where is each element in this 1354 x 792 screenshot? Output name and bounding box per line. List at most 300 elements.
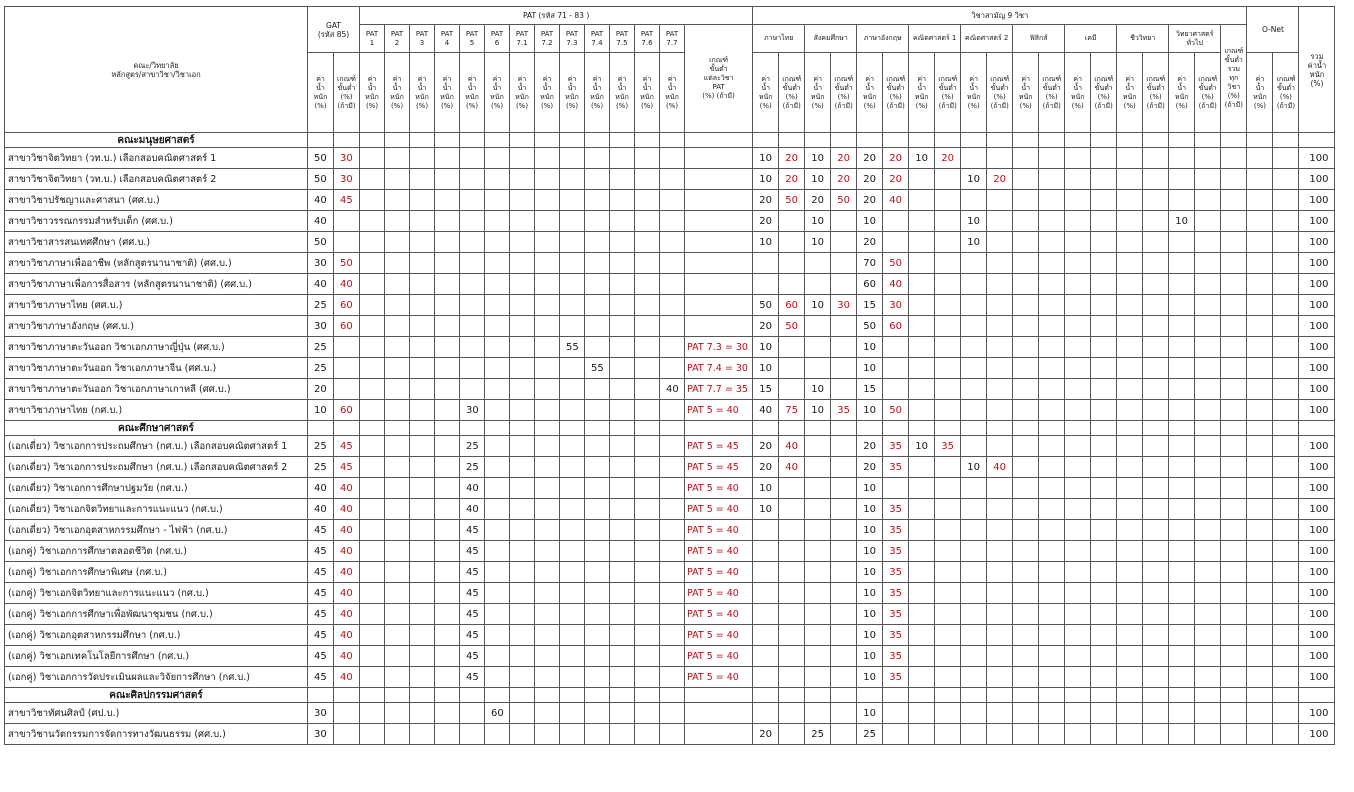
subject-weight: 10: [857, 337, 883, 358]
nine-min-header: เกณฑ์ ขั้นต่ำ (%) (ถ้ามี): [1039, 53, 1065, 133]
pat-subject-header: PAT 7.6: [635, 25, 660, 53]
subject-weight: 70: [857, 253, 883, 274]
subject-weight: 40: [753, 400, 779, 421]
subject-min: [987, 583, 1013, 604]
subject-weight: 10: [961, 232, 987, 253]
subject-weight: 15: [857, 295, 883, 316]
total-weight: 100: [1299, 562, 1335, 583]
pat-weight-header: ค่า น้ำ หนัก (%): [660, 53, 685, 133]
pat-weight-header: ค่า น้ำ หนัก (%): [410, 53, 435, 133]
empty-cell: [460, 421, 485, 436]
pat-weight: [535, 520, 560, 541]
subject-min: [935, 625, 961, 646]
subject-weight: [1013, 253, 1039, 274]
subject-weight: [1065, 604, 1091, 625]
pat-weight: [535, 169, 560, 190]
pat-weight: [410, 541, 435, 562]
subject-weight: [753, 253, 779, 274]
nine-weight-header: ค่า น้ำ หนัก (%): [1117, 53, 1143, 133]
total-weight: 100: [1299, 358, 1335, 379]
subject-weight: [909, 583, 935, 604]
subject-weight: [1169, 667, 1195, 688]
subject-min: [935, 541, 961, 562]
pat-weight: [510, 583, 535, 604]
pat-weight: [485, 379, 510, 400]
nine-subject-header: เคมี: [1065, 25, 1117, 53]
total-weight: 100: [1299, 667, 1335, 688]
nine-subject-header: สังคมศึกษา: [805, 25, 857, 53]
pat-weight: [410, 274, 435, 295]
table-row: [5, 604, 1335, 625]
pat-weight: [435, 253, 460, 274]
gat-min: 40: [334, 625, 360, 646]
nine-total-min: [1221, 583, 1247, 604]
subject-weight: [1169, 436, 1195, 457]
subject-min: [1039, 583, 1065, 604]
gat-weight: 40: [308, 211, 334, 232]
subject-weight: [1013, 148, 1039, 169]
pat-weight: [385, 583, 410, 604]
pat-weight: [635, 436, 660, 457]
pat-weight: [360, 520, 385, 541]
subject-min: [935, 562, 961, 583]
subject-weight: [1169, 604, 1195, 625]
subject-weight: [961, 604, 987, 625]
pat-weight: [410, 358, 435, 379]
table-row: [5, 520, 1335, 541]
subject-min: [1143, 274, 1169, 295]
subject-weight: 20: [857, 148, 883, 169]
gat-min: 30: [334, 148, 360, 169]
onet-weight-header: ค่า น้ำ หนัก (%): [1247, 53, 1273, 133]
subject-weight: 10: [1169, 211, 1195, 232]
program-name: สาขาวิชาปรัชญาและศาสนา (ศศ.บ.): [5, 190, 308, 211]
onet-min: [1273, 379, 1299, 400]
empty-cell: [1169, 421, 1195, 436]
empty-cell: [935, 421, 961, 436]
pat-weight: [585, 400, 610, 421]
subject-weight: [1013, 358, 1039, 379]
subject-weight: [1169, 520, 1195, 541]
onet-weight: [1247, 667, 1273, 688]
onet-min: [1273, 190, 1299, 211]
pat-weight: [410, 562, 435, 583]
subject-min: 20: [883, 169, 909, 190]
pat-weight: [610, 211, 635, 232]
pat-min: [685, 316, 753, 337]
empty-cell: [753, 688, 779, 703]
subject-min: [831, 724, 857, 745]
empty-cell: [1013, 688, 1039, 703]
subject-weight: [805, 604, 831, 625]
pat-min: PAT 5 = 40: [685, 625, 753, 646]
onet-weight: [1247, 316, 1273, 337]
empty-cell: [360, 688, 385, 703]
table-row: [5, 667, 1335, 688]
subject-min: [831, 667, 857, 688]
pat-weight: [635, 499, 660, 520]
nine-total-min: [1221, 667, 1247, 688]
gat-weight: 50: [308, 148, 334, 169]
program-name: สาขาวิชาภาษาตะวันออก วิชาเอกภาษาเกาหลี (ศศ.บ.): [5, 379, 308, 400]
onet-weight: [1247, 436, 1273, 457]
nine-total-min: [1221, 703, 1247, 724]
gat-min: 40: [334, 541, 360, 562]
subject-weight: 10: [857, 583, 883, 604]
section-title: คณะศึกษาศาสตร์: [5, 421, 308, 436]
subject-weight: [1117, 436, 1143, 457]
pat-min: [685, 295, 753, 316]
pat-weight: [410, 625, 435, 646]
subject-min: [1195, 562, 1221, 583]
subject-weight: [753, 520, 779, 541]
empty-cell: [560, 688, 585, 703]
table-row: [5, 337, 1335, 358]
subject-min: [1039, 646, 1065, 667]
subject-min: 35: [883, 499, 909, 520]
pat-weight: [585, 562, 610, 583]
subject-min: 50: [779, 316, 805, 337]
subject-weight: 20: [805, 190, 831, 211]
subject-min: 20: [883, 148, 909, 169]
nine-subject-header: วิทยาศาสตร์ ทั่วไป: [1169, 25, 1221, 53]
pat-weight: [635, 148, 660, 169]
subject-min: [779, 724, 805, 745]
pat-weight: [510, 211, 535, 232]
subject-min: [987, 436, 1013, 457]
gat-min: 40: [334, 583, 360, 604]
subject-weight: [961, 358, 987, 379]
subject-min: [1143, 499, 1169, 520]
subject-weight: [1065, 478, 1091, 499]
pat-weight: [660, 583, 685, 604]
onet-weight: [1247, 148, 1273, 169]
pat-weight: [435, 274, 460, 295]
pat-weight: [435, 499, 460, 520]
subject-weight: [753, 541, 779, 562]
subject-min: 40: [987, 457, 1013, 478]
subject-weight: [1117, 562, 1143, 583]
onet-weight: [1247, 169, 1273, 190]
table-row: [5, 148, 1335, 169]
pat-weight: [435, 562, 460, 583]
pat-weight: [385, 295, 410, 316]
pat-weight: [560, 295, 585, 316]
subject-min: [1195, 400, 1221, 421]
pat-weight: [410, 724, 435, 745]
subject-min: [935, 274, 961, 295]
pat-min-header: เกณฑ์ ขั้นต่ำ แต่ละวิชา PAT (%) (ถ้ามี): [685, 25, 753, 133]
pat-weight: [385, 541, 410, 562]
subject-weight: [1169, 337, 1195, 358]
pat-weight: [385, 667, 410, 688]
total-weight: 100: [1299, 337, 1335, 358]
subject-weight: 60: [857, 274, 883, 295]
pat-min: PAT 5 = 40: [685, 400, 753, 421]
pat-weight: [610, 169, 635, 190]
onet-min: [1273, 274, 1299, 295]
empty-cell: [1065, 421, 1091, 436]
gat-min-header: เกณฑ์ ขั้นต่ำ (%) (ถ้ามี): [334, 53, 360, 133]
pat-weight: [635, 520, 660, 541]
subject-min: [1143, 358, 1169, 379]
pat-weight: [510, 457, 535, 478]
nine-total-min: [1221, 499, 1247, 520]
pat-weight: [635, 541, 660, 562]
empty-cell: [779, 421, 805, 436]
subject-min: [1195, 274, 1221, 295]
subject-min: [1143, 295, 1169, 316]
subject-min: [987, 541, 1013, 562]
table-row: [5, 583, 1335, 604]
subject-min: [1039, 358, 1065, 379]
pat-weight: [585, 724, 610, 745]
subject-weight: [1013, 499, 1039, 520]
pat-weight: [435, 667, 460, 688]
onet-min: [1273, 541, 1299, 562]
gat-min: 40: [334, 604, 360, 625]
subject-weight: [909, 703, 935, 724]
pat-weight: [360, 667, 385, 688]
gat-min: 60: [334, 295, 360, 316]
subject-min: [1195, 625, 1221, 646]
pat-weight: [610, 667, 635, 688]
empty-cell: [883, 133, 909, 148]
subject-min: [935, 316, 961, 337]
pat-weight: [560, 232, 585, 253]
subject-min: 40: [883, 274, 909, 295]
subject-weight: [1013, 625, 1039, 646]
subject-weight: [805, 457, 831, 478]
pat-weight: [585, 211, 610, 232]
subject-min: [1039, 169, 1065, 190]
nine-total-min: [1221, 457, 1247, 478]
subject-weight: [1117, 337, 1143, 358]
onet-min-header: เกณฑ์ ขั้นต่ำ (%) (ถ้ามี): [1273, 53, 1299, 133]
pat-weight: [385, 520, 410, 541]
subject-min: [1091, 211, 1117, 232]
subject-min: [987, 520, 1013, 541]
onet-weight: [1247, 583, 1273, 604]
subject-min: [831, 274, 857, 295]
subject-min: [987, 337, 1013, 358]
subject-weight: [1117, 274, 1143, 295]
pat-weight: [485, 400, 510, 421]
subject-weight: [805, 703, 831, 724]
subject-min: 40: [779, 436, 805, 457]
pat-min: PAT 5 = 40: [685, 583, 753, 604]
subject-min: [831, 337, 857, 358]
subject-min: [1143, 457, 1169, 478]
subject-weight: 10: [857, 211, 883, 232]
pat-weight: 25: [460, 436, 485, 457]
pat-weight: [435, 232, 460, 253]
subject-weight: [1117, 625, 1143, 646]
subject-weight: [961, 190, 987, 211]
subject-min: 20: [987, 169, 1013, 190]
pat-subject-header: PAT 7.2: [535, 25, 560, 53]
subject-min: [987, 646, 1013, 667]
subject-min: [1143, 148, 1169, 169]
nine-total-min: [1221, 253, 1247, 274]
subject-min: [1195, 646, 1221, 667]
pat-weight: [635, 562, 660, 583]
pat-weight: [585, 274, 610, 295]
pat-weight: [635, 724, 660, 745]
pat-weight: [410, 604, 435, 625]
subject-weight: [1013, 274, 1039, 295]
pat-weight: [410, 436, 435, 457]
subject-weight: [1013, 169, 1039, 190]
pat-weight: [460, 358, 485, 379]
subject-min: [1039, 703, 1065, 724]
subject-min: [935, 604, 961, 625]
onet-weight: [1247, 646, 1273, 667]
onet-min: [1273, 703, 1299, 724]
total-weight: 100: [1299, 703, 1335, 724]
gat-min: 40: [334, 667, 360, 688]
subject-weight: [909, 253, 935, 274]
subject-min: [779, 646, 805, 667]
pat-weight: [560, 499, 585, 520]
subject-weight: [805, 583, 831, 604]
pat-weight-header: ค่า น้ำ หนัก (%): [460, 53, 485, 133]
pat-weight: [410, 703, 435, 724]
empty-cell: [1039, 133, 1065, 148]
program-name: (เอกเดี่ยว) วิชาเอกการประถมศึกษา (กศ.บ.) เลือกสอบคณิตศาสตร์ 2: [5, 457, 308, 478]
onet-weight: [1247, 562, 1273, 583]
subject-min: [779, 703, 805, 724]
onet-min: [1273, 562, 1299, 583]
empty-cell: [485, 133, 510, 148]
total-weight: 100: [1299, 316, 1335, 337]
table-row: [5, 379, 1335, 400]
nine-total-min: [1221, 232, 1247, 253]
empty-cell: [909, 421, 935, 436]
subject-min: [883, 379, 909, 400]
pat-weight: [385, 646, 410, 667]
nine-subject-header: คณิตศาสตร์ 2: [961, 25, 1013, 53]
table-row: [5, 274, 1335, 295]
subject-min: [831, 478, 857, 499]
subject-weight: [805, 316, 831, 337]
subject-weight: [1117, 541, 1143, 562]
subject-min: [779, 253, 805, 274]
subject-min: [935, 253, 961, 274]
onet-weight: [1247, 358, 1273, 379]
pat-weight: [460, 190, 485, 211]
pat-weight: [410, 667, 435, 688]
pat-weight: [435, 703, 460, 724]
subject-min: [1039, 379, 1065, 400]
subject-min: [1195, 337, 1221, 358]
subject-min: [987, 274, 1013, 295]
pat-weight: [660, 667, 685, 688]
pat-weight: [510, 169, 535, 190]
subject-min: [831, 358, 857, 379]
pat-weight: [535, 316, 560, 337]
subject-min: [779, 667, 805, 688]
nine-total-min: [1221, 520, 1247, 541]
program-name: (เอกเดี่ยว) วิชาเอกอุตสาหกรรมศึกษา - ไฟฟ้า (กศ.บ.): [5, 520, 308, 541]
empty-cell: [987, 133, 1013, 148]
onet-weight: [1247, 724, 1273, 745]
nine-total-min: [1221, 625, 1247, 646]
total-weight: 100: [1299, 379, 1335, 400]
subject-weight: [961, 316, 987, 337]
pat-weight: 55: [560, 337, 585, 358]
subject-min: [1091, 541, 1117, 562]
pat-weight: [510, 541, 535, 562]
empty-cell: [360, 421, 385, 436]
pat-weight: [535, 295, 560, 316]
pat-weight: [585, 703, 610, 724]
pat-weight: [535, 211, 560, 232]
nine-total-min: [1221, 274, 1247, 295]
subject-min: [1143, 232, 1169, 253]
nine-min-header: เกณฑ์ ขั้นต่ำ (%) (ถ้ามี): [1091, 53, 1117, 133]
pat-weight: [610, 337, 635, 358]
subject-weight: [1065, 316, 1091, 337]
pat-weight: [485, 148, 510, 169]
subject-min: [779, 625, 805, 646]
pat-weight: [610, 148, 635, 169]
pat-weight-header: ค่า น้ำ หนัก (%): [635, 53, 660, 133]
subject-weight: 10: [961, 211, 987, 232]
subject-weight: [1065, 520, 1091, 541]
subject-min: [935, 646, 961, 667]
pat-weight: [435, 211, 460, 232]
pat-weight: [485, 169, 510, 190]
onet-weight: [1247, 274, 1273, 295]
subject-min: [1195, 520, 1221, 541]
pat-weight: [560, 703, 585, 724]
empty-cell: [1117, 688, 1143, 703]
subject-min: [1195, 190, 1221, 211]
onet-min: [1273, 295, 1299, 316]
subject-min: 30: [831, 295, 857, 316]
empty-cell: [334, 421, 360, 436]
subject-min: [1039, 520, 1065, 541]
subject-min: 35: [883, 625, 909, 646]
pat-weight: [610, 316, 635, 337]
subject-min: [987, 604, 1013, 625]
table-row: [5, 400, 1335, 421]
gat-header: GAT (รหัส 85): [308, 7, 360, 53]
total-weight: 100: [1299, 499, 1335, 520]
pat-subject-header: PAT 5: [460, 25, 485, 53]
total-weight: 100: [1299, 295, 1335, 316]
pat-weight: [360, 190, 385, 211]
subject-min: [1143, 703, 1169, 724]
empty-cell: [510, 688, 535, 703]
subject-weight: 20: [753, 211, 779, 232]
pat-weight: [485, 667, 510, 688]
subject-weight: [1013, 703, 1039, 724]
pat-weight: [560, 274, 585, 295]
empty-cell: [1065, 133, 1091, 148]
empty-cell: [410, 133, 435, 148]
subject-min: 35: [883, 541, 909, 562]
subject-min: [1143, 337, 1169, 358]
onet-min: [1273, 646, 1299, 667]
subject-weight: [961, 337, 987, 358]
empty-cell: [435, 133, 460, 148]
subject-weight: [1169, 295, 1195, 316]
table-row: [5, 499, 1335, 520]
pat-weight: [460, 703, 485, 724]
empty-cell: [857, 133, 883, 148]
